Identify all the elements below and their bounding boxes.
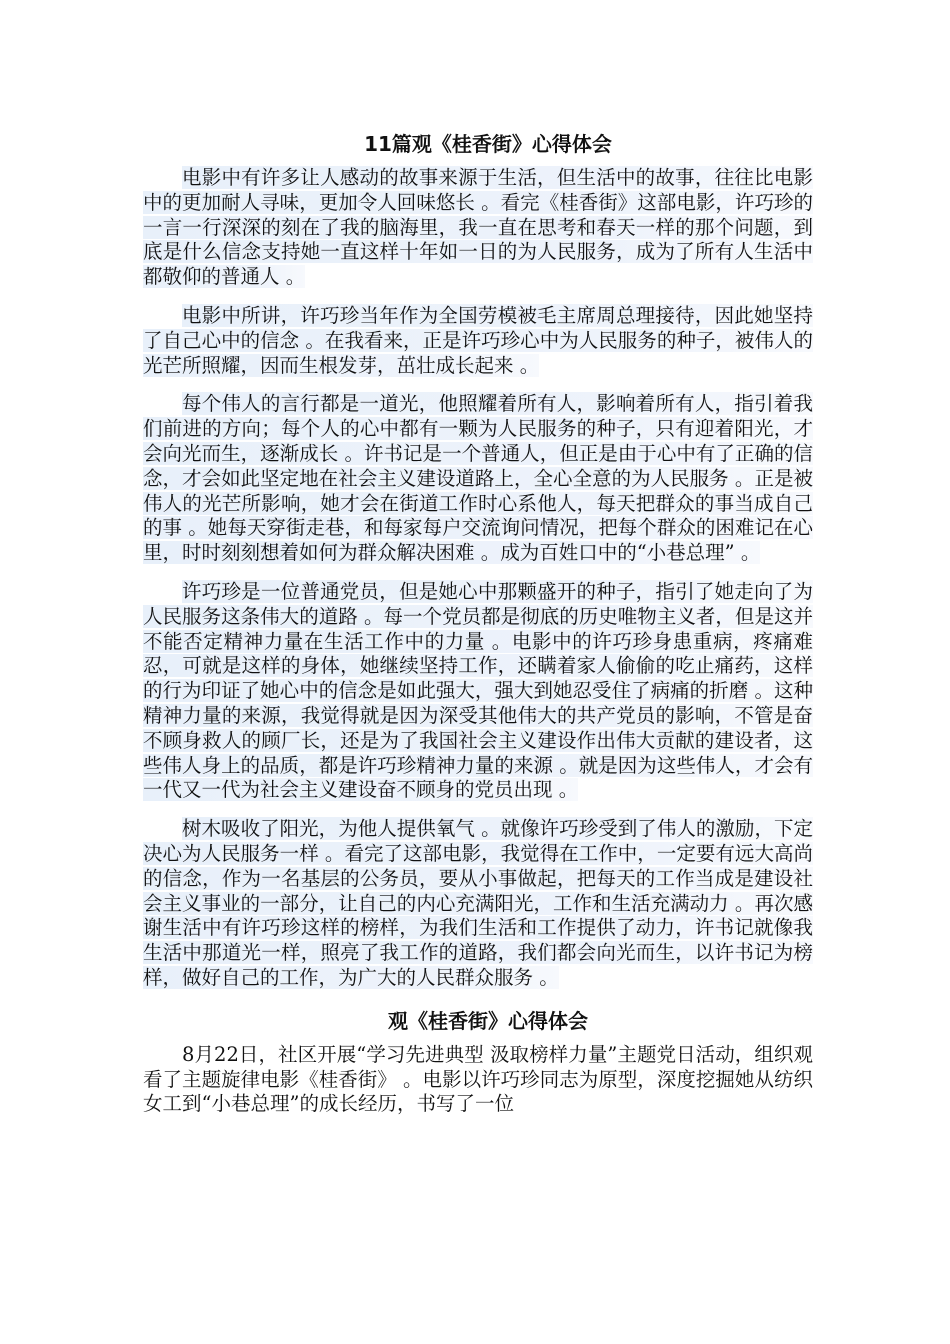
paragraph-text: 电影中有许多让人感动的故事来源于生活，但生活中的故事，往往比电影中的更加耐人寻味，更加令人回味悠长 。看完《桂香街》这部电影，许巧珍的一言一行深深的刻在了我的脑海里，我一直在思考和春天一样的那个问题，到底是什么信念支持她一直这样十年如一日的为人民服务，成为了所有人生活中都敬仰的普通人 。 — [143, 166, 813, 289]
paragraph — [143, 392, 813, 566]
document-body — [143, 128, 813, 1117]
paragraph-text: 每个伟人的言行都是一道光，他照耀着所有人，影响着所有人，指引着我们前进的方向；每个人的心中都有一颗为人民服务的种子，只有迎着阳光，才会向光而生，逐渐成长 。许书记是一个普通人，但正是由于心中有了正确的信念，才会如此坚定地在社会主义建设道路上，全心全意的为人民服务 。正是被伟人的光芒所影响，她才会在街道工作时心系他人，每天把群众的事当成自己的事 。她每天穿街走巷，和每家每户交流询问情况，把每个群众的困难记在心里，时时刻刻想着如何为群众解决困难 。成为百姓口中的“小巷总理” 。 — [143, 392, 813, 565]
paragraph — [143, 817, 813, 991]
document-title: 11篇观《桂香街》心得体会 — [364, 132, 612, 156]
paragraph — [143, 580, 813, 803]
paragraph — [143, 166, 813, 290]
paragraph — [143, 1043, 813, 1117]
paragraph-text: 8月22日，社区开展“学习先进典型 汲取榜样力量”主题党日活动，组织观看了主题旋律电影《桂香街》 。电影以许巧珍同志为原型，深度挖掘她从纺织女工到“小巷总理”的成长经历，书写了一位 — [143, 1042, 813, 1116]
paragraph-text: 电影中所讲，许巧珍当年作为全国劳模被毛主席周总理接待，因此她坚持了自己心中的信念 。在我看来，正是许巧珍心中为人民服务的种子，被伟人的光芒所照耀，因而生根发芽，茁壮成长起来 。 — [143, 303, 813, 377]
paragraph-text: 许巧珍是一位普通党员，但是她心中那颗盛开的种子，指引了她走向了为人民服务这条伟大的道路 。每一个党员都是彻底的历史唯物主义者，但是这并不能否定精神力量在生活工作中的力量 。电影中的许巧珍身患重病，疼痛难忍，可就是这样的身体，她继续坚持工作，还瞒着家人偷偷的吃止痛药，这样的行为印证了她心中的信念是如此强大，强大到她忍受住了病痛的折磨 。这种精神力量的来源，我觉得就是因为深受其他伟大的共产党员的影响，不管是奋不顾身救人的顾厂长，还是为了我国社会主义建设作出伟大贡献的建设者，这些伟人身上的品质，都是许巧珍精神力量的来源 。就是因为这些伟人，才会有一代又一代为社会主义建设奋不顾身的党员出现 。 — [143, 579, 813, 802]
section-title: 观《桂香街》心得体会 — [388, 1008, 588, 1033]
paragraph — [143, 304, 813, 378]
paragraph-text: 树木吸收了阳光，为他人提供氧气 。就像许巧珍受到了伟人的激励，下定决心为人民服务一样 。看完了这部电影，我觉得在工作中，一定要有远大高尚的信念，作为一名基层的公务员，要从小事做起，把每天的工作当成是建设社会主义事业的一部分，让自己的内心充满阳光，工作和生活充满动力 。再次感谢生活中有许巧珍这样的榜样，为我们生活和工作提供了动力，许书记就像我生活中那道光一样，照亮了我工作的道路，我们都会向光而生，以许书记为榜样，做好自己的工作，为广大的人民群众服务 。 — [143, 817, 813, 989]
